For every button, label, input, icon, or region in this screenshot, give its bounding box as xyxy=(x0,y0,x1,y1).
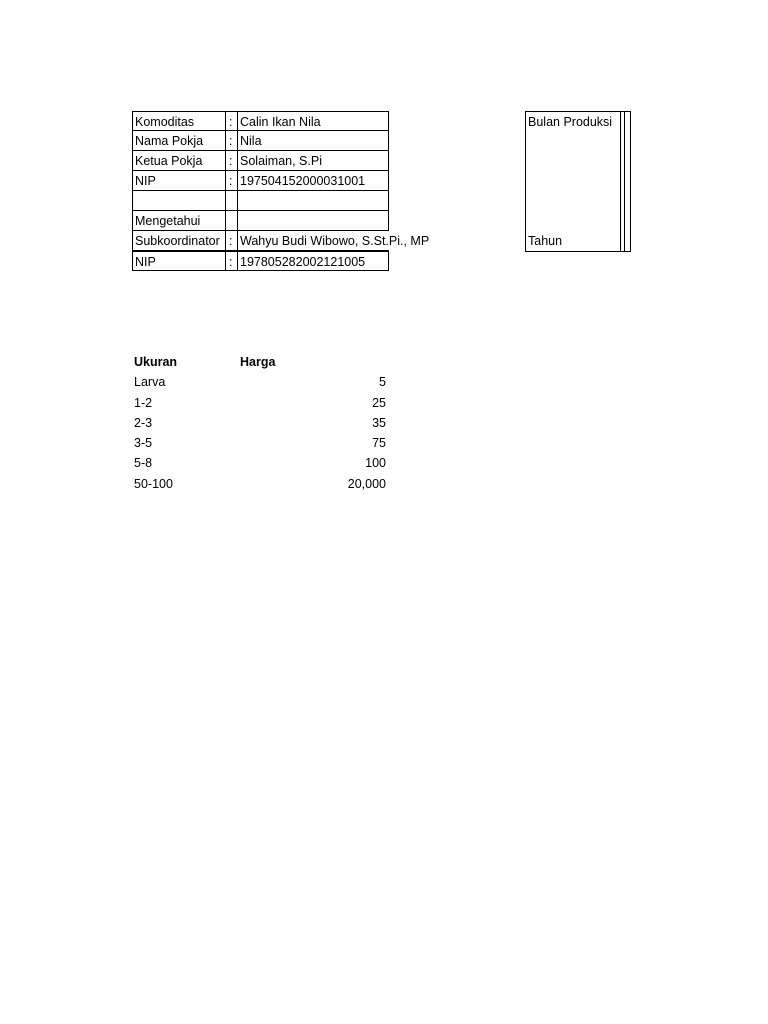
price-row xyxy=(134,413,394,433)
price-cell: 25 xyxy=(372,395,386,410)
info-value: Calin Ikan Nila xyxy=(237,111,389,131)
price-row xyxy=(134,474,394,494)
price-cell: 5 xyxy=(379,375,386,390)
size-cell: Larva xyxy=(134,375,166,390)
price-row xyxy=(134,453,394,473)
production-divider xyxy=(620,112,621,251)
info-row-empty xyxy=(132,191,389,211)
info-value: 197805282002121005 xyxy=(237,251,389,271)
info-colon: : xyxy=(225,171,237,191)
info-label: Nama Pokja xyxy=(132,131,225,151)
price-header-row xyxy=(134,352,394,372)
info-colon: : xyxy=(225,231,237,251)
size-header: Ukuran xyxy=(134,355,178,369)
info-label: NIP xyxy=(132,251,225,271)
info-value: Nila xyxy=(237,131,389,151)
info-colon: : xyxy=(225,251,237,271)
price-cell: 20,000 xyxy=(347,476,386,491)
info-label xyxy=(132,191,225,211)
production-divider xyxy=(624,112,625,251)
price-table xyxy=(134,352,394,494)
price-cell: 75 xyxy=(372,436,386,451)
info-label: Subkoordinator xyxy=(132,231,225,251)
info-colon: : xyxy=(225,111,237,131)
info-label: Ketua Pokja xyxy=(132,151,225,171)
size-cell: 3-5 xyxy=(134,436,153,451)
size-cell: 1-2 xyxy=(134,395,153,410)
info-row-subkoordinator xyxy=(132,231,430,251)
info-value: 197504152000031001 xyxy=(237,171,389,191)
price-row xyxy=(134,433,394,453)
price-header: Harga xyxy=(240,355,276,369)
size-cell: 50-100 xyxy=(134,476,173,491)
info-row-nip-subkoordinator xyxy=(132,251,389,271)
info-row-mengetahui xyxy=(132,211,389,231)
info-row-nama-pokja xyxy=(132,131,389,151)
price-cell: 100 xyxy=(365,456,386,471)
info-row-ketua-pokja xyxy=(132,151,389,171)
info-value: Solaiman, S.Pi xyxy=(237,151,389,171)
production-year-label: Tahun xyxy=(528,234,563,248)
info-value xyxy=(237,211,389,231)
info-colon xyxy=(225,211,237,231)
size-cell: 2-3 xyxy=(134,415,153,430)
info-colon: : xyxy=(225,131,237,151)
production-month-label: Bulan Produksi xyxy=(528,115,613,129)
size-cell: 5-8 xyxy=(134,456,153,471)
info-row-nip-ketua xyxy=(132,171,389,191)
info-value: Wahyu Budi Wibowo, S.St.Pi., MP xyxy=(237,231,389,251)
info-row-komoditas xyxy=(132,111,389,131)
info-colon xyxy=(225,191,237,211)
info-value xyxy=(237,191,389,211)
info-label: Mengetahui xyxy=(132,211,225,231)
info-table xyxy=(132,111,430,271)
price-cell: 35 xyxy=(372,415,386,430)
price-row xyxy=(134,372,394,392)
info-label: NIP xyxy=(132,171,225,191)
production-box xyxy=(525,111,631,252)
info-label: Komoditas xyxy=(132,111,225,131)
price-row xyxy=(134,393,394,413)
info-colon: : xyxy=(225,151,237,171)
